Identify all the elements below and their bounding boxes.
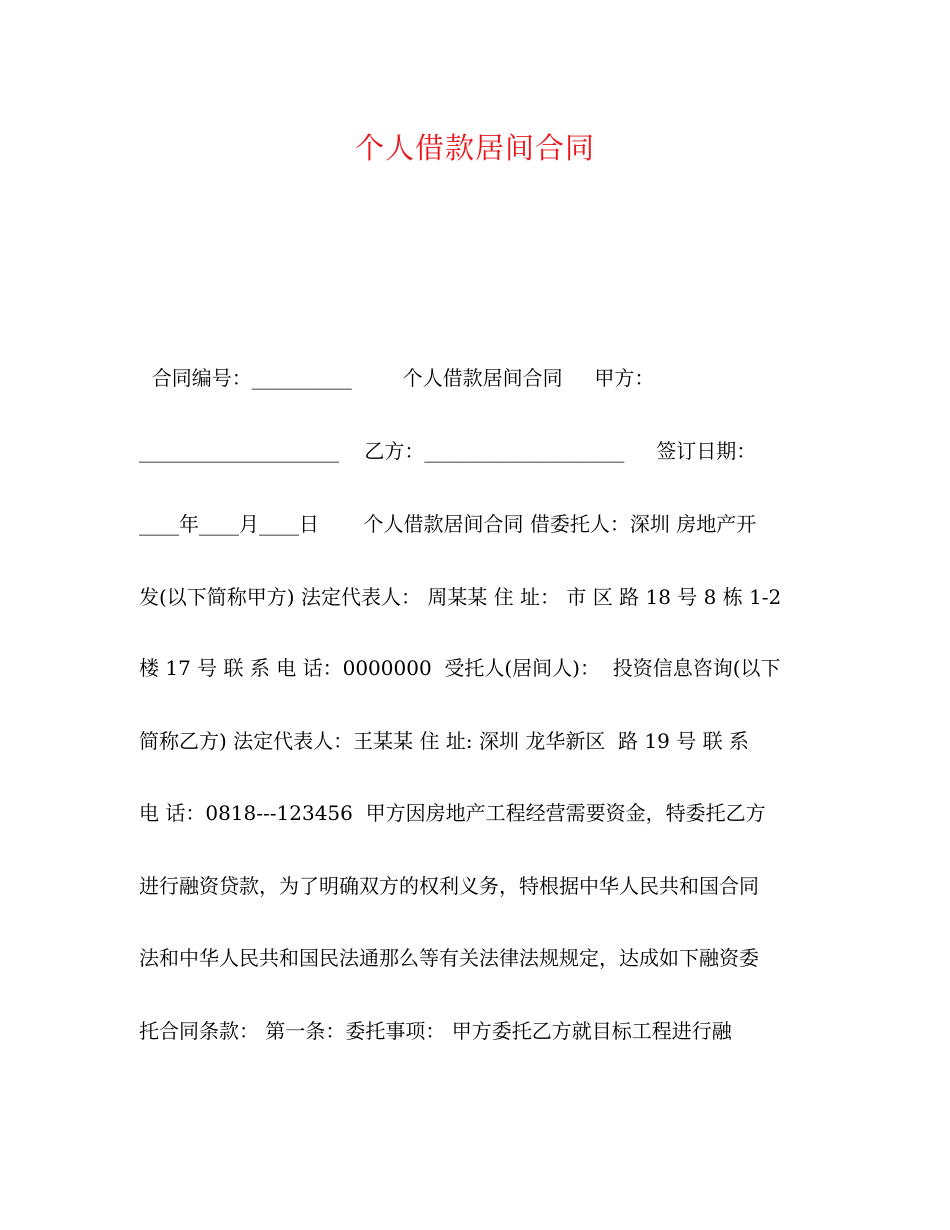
body-text-line-7: 电 话：0818---123456 甲方因房地产工程经营需要资金，特委托乙方	[139, 801, 766, 825]
body-text-line-4: 发(以下简称甲方) 法定代表人： 周某某 住 址： 市 区 路 18 号 8 栋 1-2	[139, 585, 782, 609]
body-text-line-8: 进行融资贷款，为了明确双方的权利义务，特根据中华人民共和国合同	[139, 874, 759, 898]
body-text-line-10: 托合同条款： 第一条：委托事项： 甲方委托乙方就目标工程进行融	[139, 1019, 732, 1043]
body-text-line-2: ____________________ 乙方：____________________ 签订日期：	[139, 439, 757, 463]
body-text-line-6: 简称乙方) 法定代表人：王某某 住 址: 深圳 龙华新区 路 19 号 联 系	[139, 729, 749, 753]
body-text-line-5: 楼 17 号 联 系 电 话：0000000 受托人(居间人)： 投资信息咨询(以下	[139, 656, 781, 680]
body-text-line-1: 合同编号：__________ 个人借款居间合同 甲方：	[139, 366, 655, 390]
body-text-line-9: 法和中华人民共和国民法通那么等有关法律法规规定，达成如下融资委	[139, 946, 759, 970]
document-title: 个人借款居间合同	[354, 131, 595, 165]
body-text-line-3: ____年____月____日 个人借款居间合同 借委托人：深圳 房地产开	[139, 512, 757, 536]
